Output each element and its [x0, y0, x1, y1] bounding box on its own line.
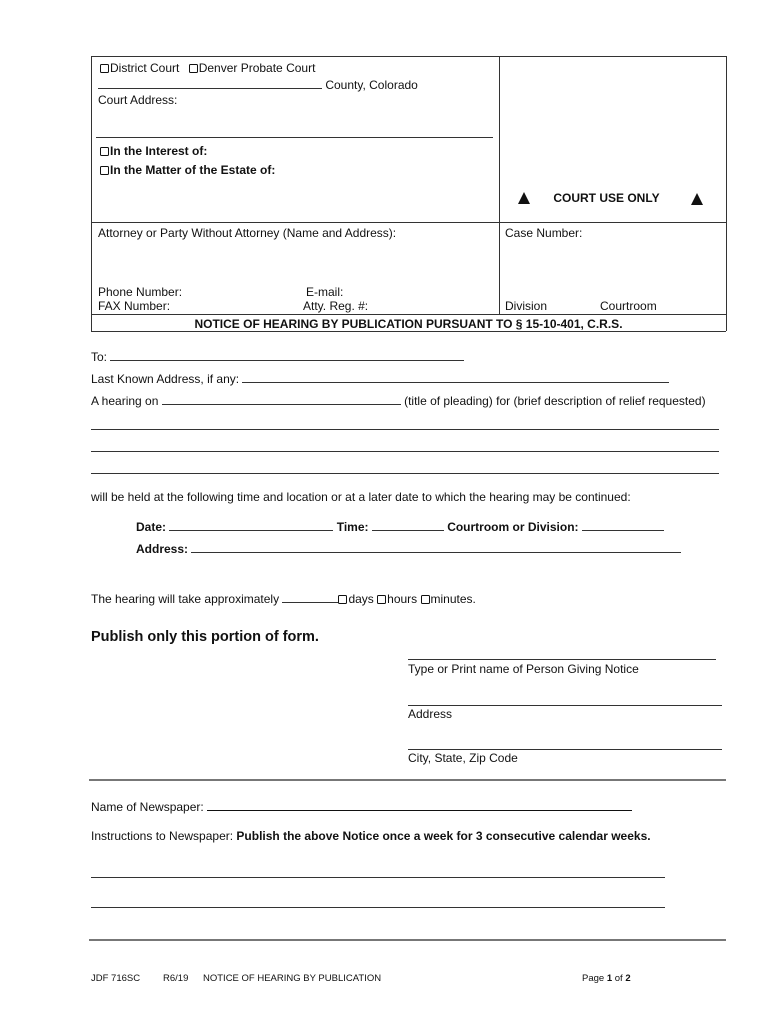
estate-of-label: In the Matter of the Estate of:: [110, 163, 276, 177]
phone-label: Phone Number:: [98, 285, 183, 299]
division-label: Division: [505, 299, 548, 313]
estate-of-row: [100, 163, 275, 177]
county-label: County, Colorado: [325, 78, 418, 92]
signature-line-1[interactable]: [91, 877, 665, 878]
relief-line-3[interactable]: [91, 473, 719, 474]
newspaper-label: Name of Newspaper:: [91, 800, 204, 814]
footer-divider: [89, 939, 726, 941]
interest-of-row: [100, 144, 207, 158]
days-checkbox[interactable]: [338, 595, 347, 604]
sig-address-label: Address: [408, 707, 453, 721]
hearing-on-label: A hearing on: [91, 394, 159, 408]
name-signature-line[interactable]: [408, 659, 716, 660]
section-divider: [89, 779, 726, 781]
date-label: Date:: [136, 520, 167, 534]
duration-row: [91, 591, 476, 606]
caption-bottom-border: [91, 331, 726, 332]
relief-line-2[interactable]: [91, 451, 719, 452]
hearing-on-row: [91, 393, 706, 408]
to-row: [91, 349, 464, 364]
city-state-line[interactable]: [408, 749, 722, 750]
date-blank[interactable]: [169, 519, 333, 531]
duration-blank[interactable]: [282, 591, 338, 603]
court-type-row: [100, 61, 315, 75]
attorney-label: Attorney or Party Without Attorney (Name and Address):: [98, 226, 397, 240]
courtroom-division-blank[interactable]: [582, 519, 664, 531]
publish-only-heading: Publish only this portion of form.: [91, 629, 319, 645]
page-of: of: [614, 973, 623, 984]
court-address-label: Court Address:: [98, 93, 178, 107]
atty-reg-label: Atty. Reg. #:: [303, 299, 369, 313]
footer-revision: R6/19: [163, 973, 189, 984]
hours-label: hours: [387, 592, 418, 606]
address-blank[interactable]: [191, 541, 681, 553]
case-number-label: Case Number:: [505, 226, 583, 240]
signature-line-2[interactable]: [91, 907, 665, 908]
email-label: E-mail:: [306, 285, 344, 299]
page-total: 2: [625, 973, 631, 984]
date-time-row: [136, 519, 664, 534]
district-court-checkbox[interactable]: [100, 64, 109, 73]
court-address-line[interactable]: [96, 137, 493, 138]
footer-title: NOTICE OF HEARING BY PUBLICATION: [203, 973, 382, 984]
fax-label: FAX Number:: [98, 299, 171, 313]
interest-of-checkbox[interactable]: [100, 147, 109, 156]
hearing-on-blank[interactable]: [162, 393, 401, 405]
type-print-label: Type or Print name of Person Giving Notice: [408, 662, 639, 676]
courtroom-label: Courtroom: [600, 299, 657, 313]
hours-checkbox[interactable]: [377, 595, 386, 604]
instructions-label: Instructions to Newspaper:: [91, 829, 234, 843]
county-row: [98, 77, 418, 92]
address-label: Address:: [136, 542, 189, 556]
relief-line-1[interactable]: [91, 429, 719, 430]
caption-title-top: [91, 314, 726, 315]
caption-top-border: [91, 56, 726, 57]
page-prefix: Page: [582, 973, 605, 984]
instructions-row: [91, 829, 651, 843]
denver-probate-checkbox[interactable]: [189, 64, 198, 73]
will-be-held-text: will be held at the following time and location or at a later date to which the hearing may be continued:: [91, 490, 631, 504]
denver-probate-label: Denver Probate Court: [198, 61, 316, 75]
last-known-blank[interactable]: [242, 371, 669, 383]
court-use-only-row: [518, 191, 708, 205]
page-number: 1: [606, 973, 613, 984]
estate-of-checkbox[interactable]: [100, 166, 109, 175]
footer-form-id: JDF 716SC: [91, 973, 141, 984]
time-blank[interactable]: [372, 519, 444, 531]
to-label: To:: [91, 350, 108, 364]
triangle-left-icon: [518, 192, 530, 204]
time-label: Time:: [336, 520, 369, 534]
address-row: [136, 541, 681, 556]
caption-middle-divider: [499, 56, 500, 314]
triangle-right-icon: [691, 193, 703, 205]
hearing-desc-label: (title of pleading) for (brief description of relief requested): [404, 394, 706, 408]
district-court-label: District Court: [110, 61, 180, 75]
page-indicator: [582, 973, 631, 984]
caption-left-border: [91, 56, 92, 331]
county-blank[interactable]: [98, 77, 322, 89]
caption-right-border: [726, 56, 727, 331]
approx-label: The hearing will take approximately: [91, 592, 280, 606]
address-signature-line[interactable]: [408, 705, 722, 706]
newspaper-blank[interactable]: [207, 799, 632, 811]
court-use-only-label: COURT USE ONLY: [553, 191, 660, 205]
form-title: NOTICE OF HEARING BY PUBLICATION PURSUANT TO § 15-10-401, C.R.S.: [194, 317, 623, 331]
courtroom-division-label: Courtroom or Division:: [447, 520, 579, 534]
last-known-label: Last Known Address, if any:: [91, 372, 240, 386]
days-label: days: [348, 592, 374, 606]
newspaper-row: [91, 799, 632, 814]
caption-row-divider: [91, 222, 726, 223]
to-blank[interactable]: [110, 349, 464, 361]
city-state-label: City, State, Zip Code: [408, 751, 518, 765]
instructions-text: Publish the above Notice once a week for 3 consecutive calendar weeks.: [236, 829, 651, 843]
minutes-checkbox[interactable]: [421, 595, 430, 604]
last-known-row: [91, 371, 669, 386]
interest-of-label: In the Interest of:: [110, 144, 208, 158]
minutes-label: minutes.: [430, 592, 476, 606]
